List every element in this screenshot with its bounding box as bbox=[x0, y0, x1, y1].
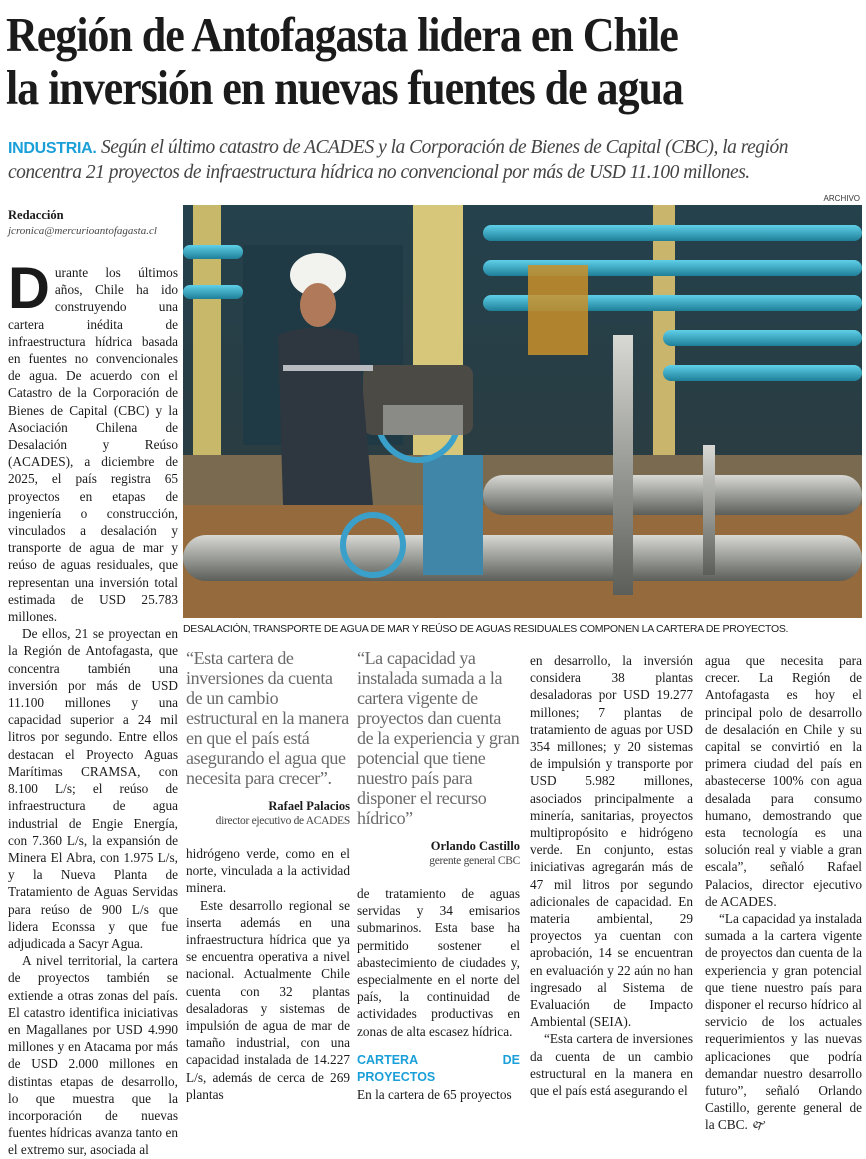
headline-line-2: la inversión en nuevas fuentes de agua bbox=[6, 60, 683, 115]
paragraph: En la cartera de 65 proyectos bbox=[357, 1086, 512, 1102]
quote-1-name: Rafael Palacios bbox=[268, 799, 350, 813]
paragraph: de tratamiento de aguas servidas y 34 emisarios submarinos. Esta base ha permitido sostener el abastecimiento de ciudades y, especialmente en el norte del país, la continuidad de actividades productivas en zonas de alta escasez hídrica. bbox=[357, 886, 520, 1039]
paragraph: en desarrollo, la inversión considera 38 plantas desaladoras por USD 19.277 millones; 7 plantas de tratamiento de aguas por USD 354 millones; y 20 sistemas de impulsión y transporte por USD 5.982 millones, asociados principalmente a minería, sanitarias, proyectos multipropósito e hidrógeno verde. En conjunto, estas iniciativas agregarán más de 47 mil litros por segundo adicionales de capacidad. En materia ambiental, 29 proyectos ya cuentan con aprobación, 14 se encuentran en evaluación y 22 aún no han ingresado al Sistema de Evaluación de Impacto Ambiental (SEIA). bbox=[530, 653, 693, 1030]
article-column-4 bbox=[530, 652, 693, 1099]
article-column-3 bbox=[357, 648, 520, 1103]
paragraph: agua que necesita para crecer. La Región de Antofagasta es hoy el principal polo de desarrollo de desalación en Chile y su capital se convirtió en la primera ciudad del país en abastecerse 100% con agua desalada para consumo humano, demostrando que esta tecnología es una solución real y viable a gran escala”, señaló Rafael Palacios, director ejecutivo de ACADES. bbox=[705, 653, 862, 909]
photo-caption: DESALACIÓN, TRANSPORTE DE AGUA DE MAR Y REÚSO DE AGUAS RESIDUALES COMPONEN LA CARTERA DE PROYECTOS. bbox=[183, 623, 789, 635]
headline-line-1: Región de Antofagasta lidera en Chile bbox=[6, 7, 678, 62]
headline bbox=[6, 8, 864, 114]
byline-author: Redacción bbox=[8, 208, 64, 222]
subheading: CARTERA DE PROYECTOS bbox=[357, 1052, 520, 1084]
paragraph-text: urante los últimos años, Chile ha ido construyendo una cartera inédita de infraestructura hídrica basada en fuentes no convencionales de agua. De acuerdo con el Catastro de la Corporación de Bienes de Capital (CBC) y la Asociación Chilena de Desalación y Reúso (ACADES), a diciembre de 2025, el país registra 65 proyectos en etapas de ingeniería o construcción, vinculados a desalación y transporte de agua de mar y reúso de aguas residuales, que representan una inversión total estimada de USD 25.783 millones. bbox=[8, 265, 178, 625]
quote-1-role: director ejecutivo de ACADES bbox=[215, 815, 350, 827]
article-column-1 bbox=[8, 256, 178, 1159]
byline-email: jcronica@mercurioantofagasta.cl bbox=[8, 225, 157, 237]
paragraph: “Esta cartera de inversiones da cuenta de un cambio estructural en la manera en que el país está asegurando el bbox=[530, 1031, 693, 1099]
article-column-5 bbox=[705, 652, 862, 1135]
article-column-2 bbox=[186, 648, 350, 1103]
section-kicker: INDUSTRIA. bbox=[8, 140, 97, 157]
end-mark-icon: 🙰 bbox=[751, 1118, 767, 1133]
photo-credit: ARCHIVO bbox=[823, 194, 860, 203]
deck-text: Según el último catastro de ACADES y la Corporación de Bienes de Capital (CBC), la región concentra 21 proyectos de infraestructura hídrica no convencional por más de USD 11.100 millones. bbox=[8, 137, 788, 183]
article-photo bbox=[183, 205, 862, 618]
paragraph-text: “La capacidad ya instalada sumada a la cartera vigente de proyectos dan cuenta de la experiencia y gran potencial que tiene nuestro país para disponer el recurso hídrico al servicio de los actuales requerimientos y las nuevas aplicaciones que podría demandar nuestro desarrollo futuro”, señaló Orlando Castillo, gerente general de la CBC. bbox=[705, 911, 862, 1133]
desalination-plant-image bbox=[183, 205, 862, 618]
paragraph bbox=[8, 256, 178, 625]
byline bbox=[8, 207, 180, 239]
paragraph: A nivel territorial, la cartera de proyectos también se extiende a otras zonas del país. El catastro identifica iniciativas en Magallanes por USD 4.990 millones y en Atacama por más de USD 2.000 millones en distintas etapas de desarrollo, lo que muestra que la incorporación de nuevas fuentes hídricas avanza tanto en el extremo sur, asociada al bbox=[8, 953, 178, 1158]
quote-2-role: gerente general CBC bbox=[429, 855, 520, 867]
drop-cap: D bbox=[8, 256, 50, 321]
deck bbox=[8, 136, 860, 185]
quote-2-name: Orlando Castillo bbox=[430, 839, 520, 853]
paragraph: De ellos, 21 se proyectan en la Región de Antofagasta, que concentra también una inversión por más de USD 11.100 millones y una capacidad superior a 24 mil litros por segundo. Entre ellos destacan el Proyecto Aguas Marítimas CRAMSA, con 8.100 L/s; el reúso de infraestructura de agua industrial de Engie Energía, con 7.360 L/s, la expansión de Minera El Abra, con 1.975 L/s, y la Nueva Planta de Tratamiento de Aguas Servidas para reúso de 900 L/s que lidera Econssa y que fue adjudicada a Sacyr Agua. bbox=[8, 626, 178, 951]
paragraph: Este desarrollo regional se inserta además en una infraestructura hídrica que ya se encuentra operativa a nivel nacional. Actualmente Chile cuenta con 32 plantas desaladoras y sistemas de impulsión de agua de mar de tamaño industrial, con una capacidad instalada de 14.227 L/s, además de cerca de 269 plantas bbox=[186, 897, 350, 1102]
pull-quote-1: “Esta cartera de inversiones da cuenta de un cambio estructural en la manera en que el país está asegurando el agua que necesita para crecer”. bbox=[186, 648, 349, 788]
pull-quote-2: “La capacidad ya instalada sumada a la cartera vigente de proyectos dan cuenta de la experiencia y gran potencial que tiene nuestro país para disponer el recurso hídrico” bbox=[357, 648, 520, 828]
paragraph bbox=[705, 910, 862, 1135]
paragraph: hidrógeno verde, como en el norte, vinculada a la actividad minera. bbox=[186, 846, 350, 896]
